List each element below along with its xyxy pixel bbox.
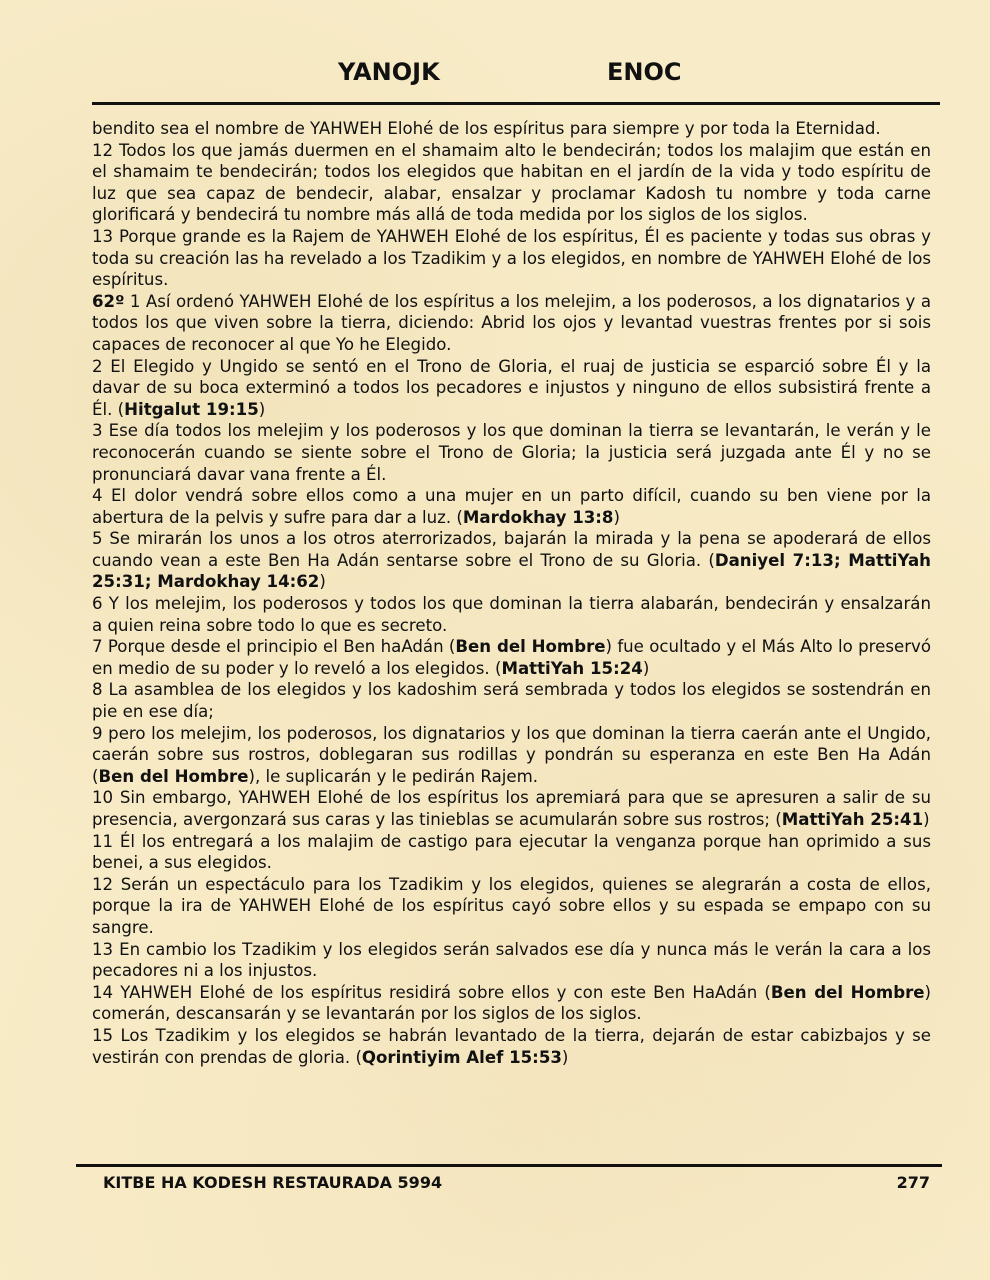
page-footer	[76, 1164, 942, 1197]
text-segment: 13 Porque grande es la Rajem de YAHWEH Elohé de los espíritus, Él es paciente y todas sus obras y toda su creación las ha revelado a los Tzadikim y a los elegidos, en nombre de YAHWEH Elohé de los espíritus.	[92, 226, 931, 290]
body-text	[92, 118, 931, 1068]
text-segment: 4 El dolor vendrá sobre ellos como a una mujer en un parto difícil, cuando su ben viene por la abertura de la pelvis y sufre para dar a luz. (	[92, 486, 931, 527]
text-segment: 5 Se mirarán los unos a los otros aterrorizados, bajarán la mirada y la pena se apoderará de ellos cuando vean a este Ben Ha Adán sentarse sobre el Trono de su Gloria. (	[92, 529, 931, 570]
verse-paragraph	[92, 787, 931, 830]
verse-paragraph	[92, 118, 931, 140]
text-segment: 12 Serán un espectáculo para los Tzadikim y los elegidos, quienes se alegrarán a costa de ellos, porque la ira de YAHWEH Elohé de los espíritus cayó sobre ellos y su espada se empapo con su sangre.	[92, 874, 931, 937]
text-segment: 13 En cambio los Tzadikim y los elegidos serán salvados ese día y nunca más le verán la cara a los pecadores ni a los injustos.	[92, 939, 931, 981]
text-segment: ), le suplicarán y le pedirán Rajem.	[248, 766, 539, 786]
text-segment: 12 Todos los que jamás duermen en el shamaim alto le bendecirán; todos los malajim que están en el shamaim te bendecirán; todos los elegidos que habitan en el jardín de la vida y todo espíritu de luz que sea capaz de bendecir, alabar, ensalzar y proclamar Kadosh tu nombre y toda carne glorificará y bendecirá tu nombre más allá de toda medida por los siglos de los siglos.	[92, 140, 931, 225]
header-right-title: ENOC	[607, 58, 682, 86]
text-segment: 1 Así ordenó YAHWEH Elohé de los espíritus a los melejim, a los poderosos, a los dignatarios y a todos los que viven sobre la tierra, diciendo: Abrid los ojos y levantad vuestras frentes por si sois capaces de reconocer al que Yo he Elegido.	[92, 291, 931, 354]
text-segment: bendito sea el nombre de YAHWEH Elohé de los espíritus para siempre y por toda la Eternidad.	[92, 119, 881, 138]
bold-reference: MattiYah 25:41	[781, 810, 924, 829]
verse-paragraph	[92, 723, 931, 788]
text-segment: 9 pero los melejim, los poderosos, los dignatarios y los que dominan la tierra caerán ante el Ungido, caerán sobre sus rostros, doblegaran sus rodillas y pondrán su esperanza en este Ben Ha Adán (	[92, 723, 931, 786]
page-number: 277	[896, 1173, 930, 1192]
text-segment: )	[613, 507, 620, 527]
text-segment: )	[561, 1047, 569, 1067]
bold-reference: 62º	[92, 291, 125, 311]
verse-paragraph	[92, 636, 931, 679]
bold-reference: Qorintiyim Alef 15:53	[361, 1047, 562, 1067]
text-segment: )	[642, 658, 650, 678]
bold-reference: Ben del Hombre	[455, 637, 606, 657]
text-segment: 7 Porque desde el principio el Ben haAdán (	[92, 637, 456, 657]
text-segment: 6 Y los melejim, los poderosos y todos los que dominan la tierra alabarán, bendecirán y ensalzarán a quien reina sobre todo lo que es secreto.	[92, 594, 931, 635]
verse-paragraph	[92, 982, 931, 1025]
verse-paragraph	[92, 1025, 931, 1068]
verse-paragraph	[92, 291, 931, 356]
verse-paragraph	[92, 485, 931, 528]
text-segment: 8 La asamblea de los elegidos y los kadoshim será sembrada y todos los elegidos se sostendrán en pie en ese día;	[92, 680, 931, 722]
text-segment: )	[258, 399, 266, 419]
verse-paragraph	[92, 226, 931, 291]
text-segment: 15 Los Tzadikim y los elegidos se habrán levantado de la tierra, dejarán de estar cabizbajos y se vestirán con prendas de gloria. (	[92, 1025, 931, 1067]
footer-title: KITBE HA KODESH RESTAURADA 5994	[103, 1173, 443, 1192]
verse-paragraph	[92, 939, 931, 982]
bold-reference: Hitgalut 19:15	[124, 399, 259, 419]
verse-paragraph	[92, 420, 931, 485]
verse-paragraph	[92, 874, 931, 939]
bold-reference: MattiYah 15:24	[501, 658, 643, 678]
text-segment: ) comerán, descansarán y se levantarán por los siglos de los siglos.	[92, 982, 932, 1024]
text-segment: 10 Sin embargo, YAHWEH Elohé de los espíritus los apremiará para que se apresuren a salir de su presencia, avergonzará sus caras y las tinieblas se acumularán sobre sus rostros; (	[92, 788, 931, 829]
verse-paragraph	[92, 593, 931, 636]
text-segment: )	[319, 572, 326, 592]
text-segment: ) fue ocultado y el Más Alto lo preservó en medio de su poder y lo reveló a los elegidos. (	[92, 637, 931, 678]
verse-paragraph	[92, 679, 931, 722]
bold-reference: Mardokhay 13:8	[462, 507, 614, 527]
verse-paragraph	[92, 831, 931, 874]
verse-paragraph	[92, 356, 931, 421]
bold-reference: Ben del Hombre	[98, 766, 249, 786]
verse-paragraph	[92, 528, 931, 593]
bold-reference: Ben del Hombre	[770, 982, 925, 1002]
text-segment: 14 YAHWEH Elohé de los espíritus residirá sobre ellos y con este Ben HaAdán (	[92, 982, 771, 1002]
text-segment: 11 Él los entregará a los malajim de castigo para ejecutar la venganza porque han oprimido a sus benei, a sus elegidos.	[92, 831, 931, 873]
bold-reference: Daniyel 7:13; MattiYah 25:31; Mardokhay 14:62	[92, 550, 931, 592]
header-left-title: YANOJK	[338, 58, 440, 86]
page-header	[92, 56, 940, 105]
verse-paragraph	[92, 140, 931, 226]
text-segment: 3 Ese día todos los melejim y los poderosos y los que dominan la tierra se levantarán, le verán y le reconocerán cuando se siente sobre el Trono de Gloria; la justicia será juzgada ante Él y no se pronunciará davar vana frente a Él.	[92, 421, 931, 484]
text-segment: )	[923, 810, 930, 829]
text-segment: 2 El Elegido y Ungido se sentó en el Trono de Gloria, el ruaj de justicia se esparció sobre Él y la davar de su boca exterminó a todos los pecadores e injustos y ninguno de ellos subsistirá frente a Él. (	[92, 356, 931, 419]
